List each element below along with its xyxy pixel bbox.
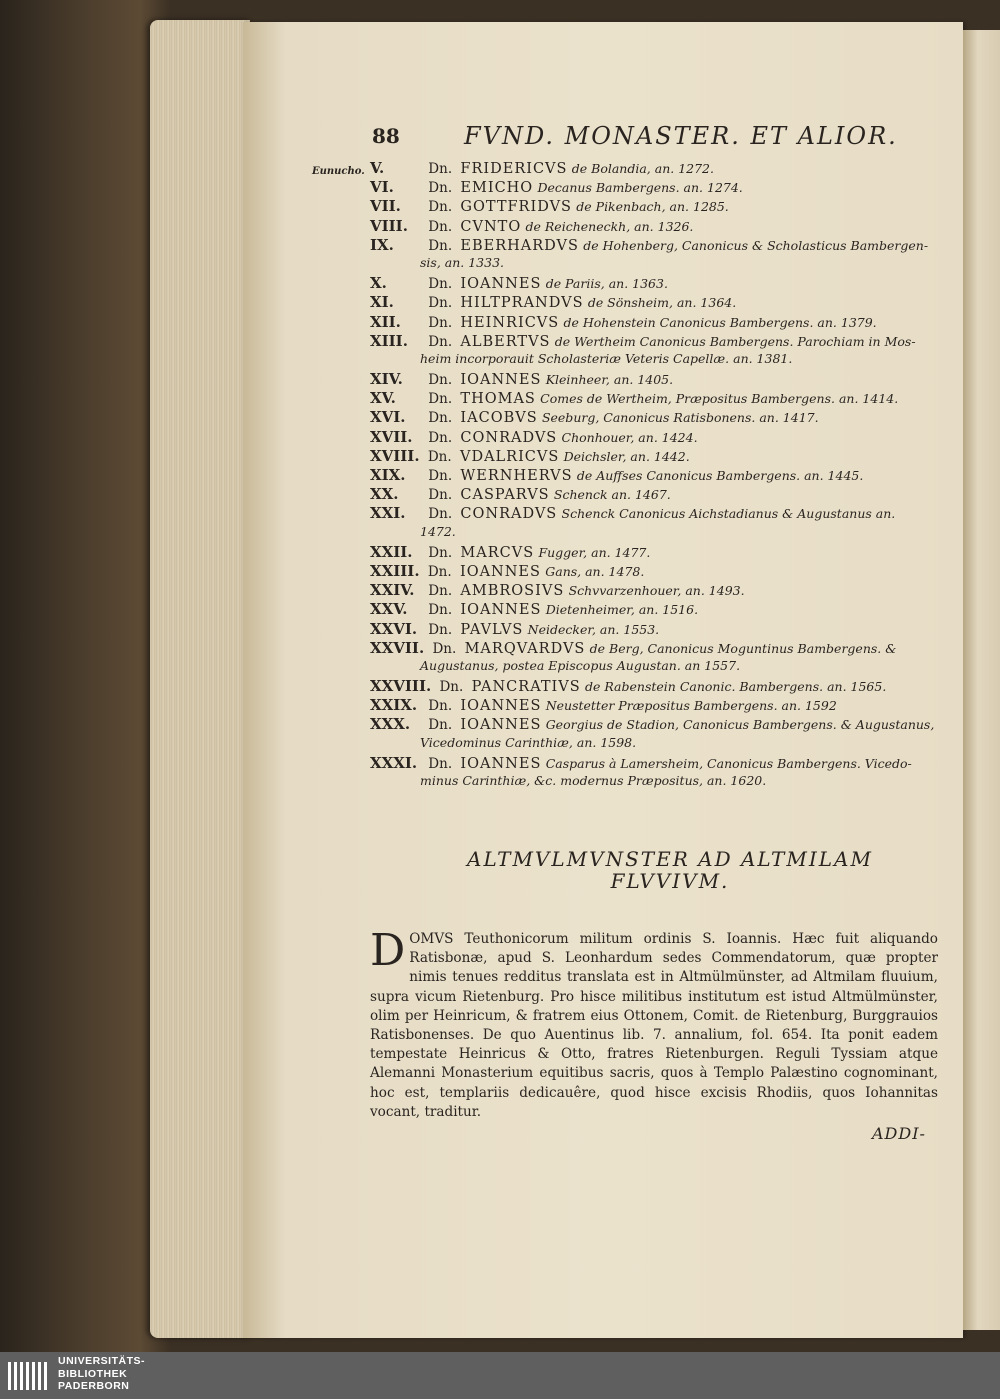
entry-number: VIII. — [370, 216, 408, 235]
entry-title: Dn. — [428, 410, 453, 427]
entry-details: de Reicheneckh, an. 1326. — [525, 218, 694, 234]
list-item-continuation — [370, 658, 945, 677]
library-name-line-1: UNIVERSITÄTS- — [58, 1355, 146, 1367]
library-name-line-2: BIBLIOTHEK — [58, 1367, 128, 1380]
entry-name: IACOBVS — [460, 410, 538, 427]
entry-details: de Auffses Canonicus Bambergens. an. 1445. — [576, 468, 864, 483]
entry-number: XV. — [370, 389, 396, 408]
entry-details: Kleinheer, an. 1405. — [545, 372, 674, 388]
list-item — [370, 447, 945, 466]
library-name — [58, 1355, 145, 1393]
list-item — [370, 543, 945, 562]
entry-details: Georgius de Stadion, Canonicus Bambergens. & Augustanus, — [545, 717, 935, 733]
entry-number: XXXI. — [370, 753, 418, 772]
entry-title: Dn. — [428, 372, 453, 389]
provost-list — [370, 159, 945, 792]
entry-details: Deichsler, an. 1442. — [563, 448, 690, 464]
entry-name: CASPARVS — [460, 487, 550, 504]
entry-number: XX. — [370, 485, 399, 504]
entry-number: XXI. — [370, 504, 406, 523]
body-paragraph — [370, 925, 938, 1122]
entry-title: Dn. — [427, 448, 452, 465]
entry-details: Decanus Bambergens. an. 1274. — [537, 180, 743, 196]
entry-name: FRIDERICVS — [460, 161, 568, 177]
entry-number: XXVI. — [370, 619, 418, 638]
entry-name: WERNHERVS — [460, 468, 573, 484]
entry-number: X. — [370, 274, 387, 293]
entry-title: Dn. — [428, 333, 453, 350]
entry-details: Dietenheimer, an. 1516. — [545, 602, 699, 618]
entry-number: XXX. — [370, 715, 411, 734]
catchword: ADDI- — [872, 1124, 926, 1143]
running-title: FVND. MONASTER. ET ALIOR. — [464, 122, 898, 150]
list-item — [370, 274, 945, 293]
entry-number: XIV. — [370, 370, 403, 389]
list-item — [370, 466, 945, 485]
entry-name: HILTPRANDVS — [460, 295, 584, 312]
entry-title: Dn. — [428, 506, 453, 523]
entry-number: VI. — [370, 178, 394, 197]
list-item — [370, 389, 945, 408]
list-item — [370, 754, 945, 773]
entry-name: IOANNES — [460, 276, 542, 293]
entry-continuation: heim incorporauit Scholasteriæ Veteris Capellæ. an. 1381. — [420, 350, 793, 366]
entry-details: Fugger, an. 1477. — [538, 544, 651, 560]
list-item-continuation — [370, 524, 945, 543]
entry-details: Schvvarzenhouer, an. 1493. — [568, 583, 745, 599]
entry-details: de Hohenstein Canonicus Bambergens. an. 1379. — [563, 314, 877, 330]
list-item — [370, 408, 945, 427]
list-item — [370, 370, 945, 389]
entry-title: Dn. — [428, 314, 453, 331]
entry-number: XXIV. — [370, 581, 415, 600]
entry-number: XXIX. — [370, 696, 418, 715]
list-item — [370, 332, 945, 351]
entry-details: Seeburg, Canonicus Ratisbonens. an. 1417. — [541, 410, 819, 426]
entry-name: VDALRICVS — [459, 448, 560, 465]
entry-continuation: Augustanus, postea Episcopus Augustan. an 1557. — [420, 657, 741, 673]
library-name-line-3: PADERBORN — [58, 1380, 130, 1392]
section-title — [430, 848, 910, 892]
entry-name: ALBERTVS — [460, 333, 551, 350]
entry-name: IOANNES — [460, 602, 542, 619]
margin-note: Eunucho. — [312, 166, 365, 177]
entry-name: AMBROSIVS — [460, 583, 565, 600]
entry-title: Dn. — [428, 583, 453, 600]
entry-continuation: 1472. — [420, 523, 456, 539]
list-item — [370, 504, 945, 523]
entry-title: Dn. — [427, 563, 452, 580]
section-title-line-1: ALTMVLMVNSTER AD ALTMILAM — [467, 847, 873, 871]
list-item — [370, 620, 945, 639]
list-item — [370, 600, 945, 619]
entry-number: XI. — [370, 293, 394, 312]
entry-details: de Berg, Canonicus Moguntinus Bambergens. & — [589, 640, 897, 656]
entry-name: IOANNES — [459, 563, 541, 580]
entry-name: CVNTO — [460, 218, 522, 235]
list-item — [370, 217, 945, 236]
entry-title: Dn. — [432, 640, 457, 657]
entry-details: Casparus à Lamersheim, Canonicus Bambergens. Vicedo- — [545, 755, 912, 771]
facing-page-edge — [963, 30, 1000, 1330]
section-title-line-2: FLVVIVM. — [610, 869, 730, 893]
entry-details: de Sönsheim, an. 1364. — [587, 295, 737, 311]
entry-name: CONRADVS — [460, 506, 558, 523]
entry-details: de Rabenstein Canonic. Bambergens. an. 1565. — [584, 679, 887, 695]
entry-title: Dn. — [428, 180, 453, 197]
entry-number: XIII. — [370, 331, 408, 350]
entry-title: Dn. — [428, 487, 453, 504]
entry-details: Schenck an. 1467. — [553, 487, 671, 503]
list-item — [370, 197, 945, 216]
list-item — [370, 236, 945, 255]
entry-title: Dn. — [428, 295, 453, 312]
entry-number: XII. — [370, 312, 401, 331]
entry-number: XVI. — [370, 408, 406, 427]
list-item — [370, 159, 945, 178]
list-item — [370, 428, 945, 447]
entry-title: Dn. — [428, 199, 453, 216]
entry-title: Dn. — [428, 391, 453, 408]
list-item-continuation — [370, 735, 945, 754]
entry-name: CONRADVS — [460, 429, 558, 446]
entry-number: V. — [370, 159, 385, 177]
library-logo-icon — [6, 1358, 50, 1394]
entry-name: GOTTFRIDVS — [460, 199, 572, 216]
list-item — [370, 313, 945, 332]
entry-number: XXIII. — [370, 561, 420, 580]
entry-title: Dn. — [428, 468, 453, 484]
entry-title: Dn. — [428, 602, 453, 619]
list-item — [370, 293, 945, 312]
entry-details: de Bolandia, an. 1272. — [571, 161, 714, 176]
entry-continuation: minus Carinthiæ, &c. modernus Præpositus, an. 1620. — [420, 773, 767, 788]
entry-details: de Pikenbach, an. 1285. — [576, 199, 729, 215]
drop-cap: D — [370, 925, 406, 976]
page-header — [372, 122, 898, 158]
entry-title: Dn. — [428, 218, 453, 235]
list-item — [370, 696, 945, 715]
entry-name: IOANNES — [460, 698, 542, 715]
entry-title: Dn. — [428, 717, 453, 734]
entry-name: IOANNES — [460, 717, 542, 734]
entry-title: Dn. — [428, 276, 453, 293]
entry-name: IOANNES — [460, 372, 542, 389]
entry-details: Gans, an. 1478. — [545, 563, 645, 579]
entry-number: XXV. — [370, 600, 408, 619]
entry-continuation: Vicedominus Carinthiæ, an. 1598. — [420, 734, 637, 750]
page-number: 88 — [372, 124, 400, 148]
entry-name: MARCVS — [460, 544, 535, 561]
entry-name: PANCRATIVS — [471, 679, 581, 696]
entry-details: Chonhouer, an. 1424. — [561, 429, 698, 445]
entry-title: Dn. — [428, 544, 453, 561]
entry-name: THOMAS — [460, 391, 536, 408]
library-footer — [0, 1352, 1000, 1399]
entry-title: Dn. — [428, 237, 453, 254]
entry-details: de Pariis, an. 1363. — [545, 276, 668, 292]
list-item — [370, 581, 945, 600]
page-edges — [150, 20, 250, 1338]
entry-details: Schenck Canonicus Aichstadianus & Augustanus an. — [561, 506, 896, 522]
entry-number: IX. — [370, 235, 394, 254]
entry-title: Dn. — [428, 161, 453, 177]
entry-details: de Hohenberg, Canonicus & Scholasticus Bambergen- — [583, 237, 929, 253]
entry-name: EBERHARDVS — [460, 237, 579, 254]
list-item — [370, 677, 945, 696]
entry-name: PAVLVS — [460, 621, 524, 638]
entry-number: XVII. — [370, 427, 413, 446]
entry-number: XXVII. — [370, 638, 425, 657]
entry-title: Dn. — [439, 679, 464, 696]
entry-name: IOANNES — [460, 755, 542, 772]
entry-title: Dn. — [428, 755, 453, 772]
entry-title: Dn. — [428, 621, 453, 638]
entry-details: Neustetter Præpositus Bambergens. an. 1592 — [545, 698, 837, 714]
entry-number: XXII. — [370, 542, 413, 561]
entry-name: EMICHO — [460, 180, 534, 197]
entry-number: XVIII. — [370, 446, 420, 465]
list-item-continuation — [370, 255, 945, 274]
entry-number: XIX. — [370, 466, 406, 484]
entry-name: MARQVARDVS — [464, 640, 586, 657]
list-item — [370, 562, 945, 581]
entry-title: Dn. — [428, 698, 453, 715]
paragraph-text: OMVS Teuthonicorum militum ordinis S. Ioannis. Hæc fuit aliquando Ratisbonæ, apud S. Leonhardum sedes Commendatorum, quæ propter nimis tenues redditus translata est in Altmülmünster, ad Altmilam fluuium, supra vicum Rietenburg. Pro hisce militibus institutum est istud Altmülmünster, olim per Heinricum, & fratrem eius Ottonem, Comit. de Rietenburg, Burggrauios Ratisbonenses. De quo Auentinus lib. 7. annalium, fol. 654. Ita ponit eadem tempestate Heinricus & Otto, fratres Rietenburgen. Reguli Tyssiam atque Alemanni Monasterium equitibus sacris, quos à Templo Palæstino cognominant, hoc est, templariis dedicauêre, quod hisce excisis Rhodiis, quos Iohannitas vocant, traditur. — [370, 931, 938, 1120]
entry-details: Comes de Wertheim, Præpositus Bambergens. an. 1414. — [540, 391, 899, 407]
entry-name: HEINRICVS — [460, 314, 560, 331]
list-item — [370, 715, 945, 734]
list-item-continuation — [370, 773, 945, 792]
entry-number: XXVIII. — [370, 677, 432, 696]
entry-continuation: sis, an. 1333. — [420, 254, 505, 270]
list-item — [370, 178, 945, 197]
entry-details: de Wertheim Canonicus Bambergens. Parochiam in Mos- — [554, 333, 916, 349]
entry-details: Neidecker, an. 1553. — [527, 621, 660, 637]
list-item-continuation — [370, 351, 945, 370]
list-item — [370, 485, 945, 504]
entry-title: Dn. — [428, 429, 453, 446]
entry-number: VII. — [370, 197, 401, 216]
list-item — [370, 639, 945, 658]
